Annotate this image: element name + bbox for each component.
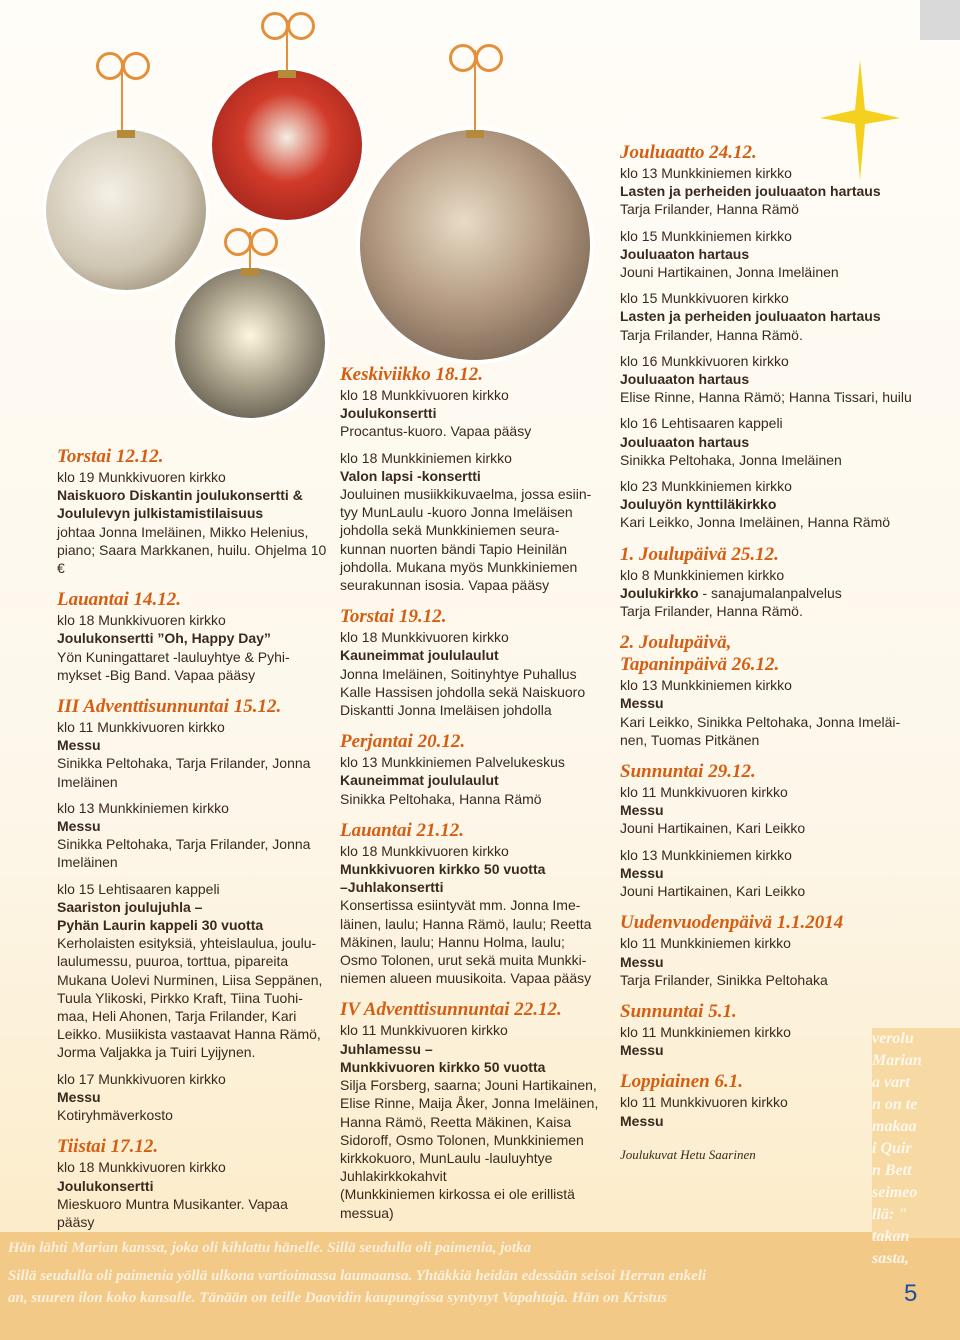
event-title: Jouluaaton hartaus — [620, 245, 750, 262]
event-detail: klo 16 Munkkivuoren kirkko — [620, 352, 789, 369]
event-detail: Jorma Valjakka ja Tuiri Lyijynen. — [57, 1044, 256, 1061]
event-title: Messu — [620, 953, 664, 970]
event-detail: klo 18 Munkkivuoren kirkko — [340, 842, 509, 859]
scripture-line: Hän lähti Marian kanssa, joka oli kihlattu hänelle. Sillä seudulla oli paimenia, jotka — [8, 1240, 532, 1256]
side-watermark-line: takan — [872, 1228, 910, 1245]
event-detail: klo 11 Munkkiniemen kirkko — [620, 935, 791, 952]
date-heading: Loppiainen 6.1. — [620, 1071, 743, 1093]
ribbon-bow-icon — [122, 52, 150, 80]
event-title: Pyhän Laurin kappeli 30 vuotta — [57, 917, 264, 934]
page-corner — [920, 0, 960, 40]
ornament-photo-gift-bag — [212, 70, 362, 220]
side-watermark-line: makaa — [872, 1118, 917, 1135]
side-watermark-line: n on te — [872, 1096, 918, 1113]
side-watermark-line: a vart — [872, 1074, 910, 1091]
date-heading: Lauantai 14.12. — [57, 589, 182, 611]
event-detail: klo 11 Munkkivuoren kirkko — [57, 719, 225, 736]
event-title: Kauneimmat joululaulut — [340, 647, 499, 664]
event-detail: Jouni Hartikainen, Jonna Imeläinen — [620, 264, 839, 281]
event-detail: Kari Leikko, Jonna Imeläinen, Hanna Rämö — [620, 514, 891, 531]
event-title: Jouluaaton hartaus — [620, 371, 750, 388]
event-detail: Silja Forsberg, saarna; Jouni Hartikainen, — [340, 1077, 597, 1094]
event-detail: klo 15 Lehtisaaren kappeli — [57, 880, 220, 897]
ornament-photo-nativity-children — [360, 130, 590, 360]
event-detail: klo 11 Munkkivuoren kirkko — [620, 784, 788, 801]
event-detail: niemen alueen muusikoita. Vapaa pääsy — [340, 970, 592, 987]
side-watermark-line: llä: " — [872, 1206, 908, 1223]
column-left — [57, 446, 327, 1231]
date-heading: Sunnuntai 5.1. — [620, 1000, 737, 1022]
event-title: Messu — [620, 1042, 664, 1059]
event-detail: Kotiryhmäverkosto — [57, 1107, 173, 1124]
event-detail: mykset -Big Band. Vapaa pääsy — [57, 666, 256, 683]
event-detail: Sinikka Peltohaka, Hanna Rämö — [340, 790, 542, 807]
event-detail: piano; Saara Markkanen, huilu. Ohjelma 10 € — [57, 541, 327, 577]
event-detail: Mäkinen, laulu; Hannu Holma, laulu; — [340, 933, 565, 950]
event-title: –Juhlakonsertti — [340, 879, 444, 896]
event-detail: Elise Rinne, Maija Åker, Jonna Imeläinen, — [340, 1095, 599, 1112]
event-detail: johdolla sekä Munkkiniemen seura- — [340, 522, 560, 539]
spacer — [620, 900, 920, 912]
spacer — [57, 1062, 327, 1070]
spacer — [340, 808, 602, 820]
spacer — [340, 594, 602, 606]
event-title: Juhlamessu – — [340, 1040, 433, 1057]
event-detail: klo 18 Munkkivuoren kirkko — [340, 387, 509, 403]
event-title: Messu — [620, 864, 664, 881]
event-detail: nen, Tuomas Pitkänen — [620, 731, 760, 748]
event-title: Saariston joulujuhla – — [57, 898, 203, 915]
spacer — [340, 987, 602, 999]
event-detail: Sinikka Peltohaka, Tarja Frilander, Jonna — [57, 836, 311, 853]
date-heading: Uudenvuodenpäivä 1.1.2014 — [620, 912, 844, 934]
ribbon-bow-icon — [449, 44, 477, 72]
event-detail: (Munkkiniemen kirkossa ei ole erillistä — [340, 1186, 575, 1203]
spacer — [620, 344, 920, 352]
event-detail: Mieskuoro Muntra Musikanter. Vapaa — [57, 1195, 288, 1212]
event-detail: Tarja Frilander, Hanna Rämö — [620, 201, 799, 218]
photo-credit: Joulukuvat Hetu Saarinen — [620, 1146, 756, 1162]
scripture-line: Sillä seudulla oli paimenia yöllä ulkona vartioimassa laumaansa. Yhtäkkiä heidän edessään seisoi Herran enkeli — [8, 1268, 707, 1284]
event-detail: Tuula Ylikoski, Pirkko Kraft, Tiina Tuohi- — [57, 989, 303, 1006]
date-heading: Tiistai 17.12. — [57, 1136, 159, 1158]
event-title: Messu — [620, 695, 664, 712]
side-watermark-line: n Bett — [872, 1162, 912, 1179]
event-title: Lasten ja perheiden jouluaaton hartaus — [620, 308, 881, 325]
side-watermark-line: verolu — [872, 1030, 914, 1047]
spacer — [340, 441, 602, 449]
event-title-suffix: - sanajumalanpalvelus — [698, 584, 842, 601]
date-heading: Torstai 12.12. — [57, 446, 164, 467]
event-detail: klo 15 Munkkiniemen kirkko — [620, 227, 792, 244]
event-detail: Tarja Frilander, Hanna Rämö. — [620, 603, 803, 620]
event-detail: johtaa Jonna Imeläinen, Mikko Helenius, — [57, 523, 309, 540]
column-right — [620, 142, 920, 1164]
event-detail: Leikko. Musiikista vastaavat Hanna Rämö, — [57, 1026, 321, 1043]
side-watermark-line: seimeo — [872, 1184, 918, 1201]
spacer — [57, 684, 327, 696]
event-title — [620, 584, 920, 602]
event-detail: kunnan nuorten bändi Tapio Heinilän — [340, 540, 568, 557]
event-detail: klo 18 Munkkivuoren kirkko — [57, 1159, 226, 1176]
event-title: Lasten ja perheiden jouluaaton hartaus — [620, 183, 881, 200]
event-detail: klo 11 Munkkiniemen kirkko — [620, 1023, 791, 1040]
event-detail: Mukana Uolevi Nurminen, Liisa Seppänen, — [57, 971, 323, 988]
event-detail: Elise Rinne, Hanna Rämö; Hanna Tissari, huilu — [620, 389, 912, 406]
event-title: Valon lapsi -konsertti — [340, 467, 481, 484]
event-title: Munkkivuoren kirkko 50 vuotta — [340, 861, 546, 878]
spacer — [57, 577, 327, 589]
date-heading: Jouluaatto 24.12. — [620, 142, 757, 163]
scripture-line: an, suuren ilon koko kansalle. Tänään on teille Daavidin kaupungissa syntynyt Vapahtaja. Hän on Kristus — [8, 1290, 667, 1306]
ribbon-bow-icon — [287, 12, 315, 40]
event-title: Messu — [620, 1112, 664, 1129]
event-title: Naiskuoro Diskantin joulukonsertti & — [57, 487, 303, 504]
event-detail: Jouni Hartikainen, Kari Leikko — [620, 883, 806, 900]
event-title-bold: Joulukirkko — [620, 584, 699, 601]
spacer — [620, 469, 920, 477]
spacer — [620, 532, 920, 544]
event-title: Joulukonsertti — [57, 1177, 154, 1194]
event-title: Munkkivuoren kirkko 50 vuotta — [340, 1058, 546, 1075]
side-scripture-watermark — [872, 1028, 960, 1267]
event-detail: Diskantti Jonna Imeläisen johdolla — [340, 702, 552, 719]
event-detail: Kari Leikko, Sinikka Peltohaka, Jonna Imeläi- — [620, 713, 901, 730]
event-detail: tyy MunLaulu -kuoro Jonna Imeläisen — [340, 504, 573, 521]
spacer — [620, 749, 920, 761]
ribbon-bow-icon — [96, 52, 124, 80]
date-heading: Keskiviikko 18.12. — [340, 364, 484, 385]
event-title: Messu — [57, 1088, 101, 1105]
spacer — [620, 219, 920, 227]
date-heading: III Adventtisunnuntai 15.12. — [57, 696, 282, 718]
ribbon-bow-icon — [475, 44, 503, 72]
date-heading: Tapaninpäivä 26.12. — [620, 654, 780, 676]
event-title: Joulukonsertti ”Oh, Happy Day” — [57, 630, 271, 647]
event-detail: Konsertissa esiintyvät mm. Jonna Ime- — [340, 897, 581, 914]
event-detail: klo 18 Munkkivuoren kirkko — [340, 629, 509, 646]
page-number: 5 — [904, 1280, 918, 1307]
spacer — [620, 281, 920, 289]
event-detail: klo 17 Munkkivuoren kirkko — [57, 1070, 226, 1087]
event-detail: Procantus-kuoro. Vapaa pääsy — [340, 423, 532, 440]
event-detail: Hanna Rämö, Reetta Mäkinen, Kaisa — [340, 1113, 572, 1130]
event-detail: Tarja Frilander, Hanna Rämö. — [620, 326, 803, 343]
event-detail: Kerholaisten esityksiä, yhteislaulua, joulu- — [57, 935, 317, 952]
event-detail: klo 18 Munkkivuoren kirkko — [57, 612, 226, 629]
spacer — [57, 872, 327, 880]
ribbon-bow-icon — [250, 228, 278, 256]
event-detail: seurakunnan isosia. Vapaa pääsy — [340, 577, 550, 594]
event-detail: pääsy — [57, 1213, 95, 1230]
event-detail: Imeläinen — [57, 773, 118, 790]
event-detail: klo 18 Munkkiniemen kirkko — [340, 449, 512, 466]
event-title: Messu — [57, 737, 101, 754]
ribbon-bow-icon — [261, 12, 289, 40]
date-heading: 2. Joulupäivä, — [620, 632, 732, 654]
date-heading: IV Adventtisunnuntai 22.12. — [340, 999, 562, 1021]
event-detail: klo 23 Munkkiniemen kirkko — [620, 478, 792, 495]
event-detail: klo 15 Munkkivuoren kirkko — [620, 290, 789, 307]
event-detail: Jouluinen musiikkikuvaelma, jossa esiin- — [340, 486, 592, 503]
event-detail: messua) — [340, 1204, 394, 1221]
event-detail: Sinikka Peltohaka, Jonna Imeläinen — [620, 451, 842, 468]
ribbon-bow-icon — [224, 228, 252, 256]
event-detail: klo 16 Lehtisaaren kappeli — [620, 415, 783, 432]
side-watermark-line: sasta, — [872, 1250, 909, 1267]
event-detail: Osmo Tolonen, urut sekä muita Munkki- — [340, 952, 587, 969]
event-title: Messu — [57, 818, 101, 835]
event-detail: Juhlakirkkokahvit — [340, 1168, 447, 1185]
event-detail: klo 13 Munkkiniemen Palvelukeskus — [340, 754, 565, 771]
event-detail: klo 11 Munkkivuoren kirkko — [340, 1022, 508, 1039]
spacer — [620, 620, 920, 632]
date-heading: Sunnuntai 29.12. — [620, 761, 756, 783]
event-detail: maa, Heli Ahonen, Tarja Frilander, Kari — [57, 1008, 297, 1025]
event-title: Joulukonsertti — [340, 405, 437, 422]
date-heading: Perjantai 20.12. — [340, 731, 466, 753]
event-title: Kauneimmat joululaulut — [340, 772, 499, 789]
event-detail: Tarja Frilander, Sinikka Peltohaka — [620, 971, 828, 988]
spacer — [620, 406, 920, 414]
side-watermark-line: i Quir — [872, 1140, 912, 1157]
event-detail: läinen, laulu; Hanna Rämö, laulu; Reetta — [340, 915, 592, 932]
event-detail: klo 13 Munkkiniemen kirkko — [57, 799, 229, 816]
spacer — [340, 719, 602, 731]
date-heading: 1. Joulupäivä 25.12. — [620, 543, 779, 565]
event-detail: klo 13 Munkkiniemen kirkko — [620, 165, 792, 181]
spacer — [57, 1124, 327, 1136]
event-detail: kirkkokuoro, MunLaulu -lauluyhtye — [340, 1149, 553, 1166]
event-detail: Jouni Hartikainen, Kari Leikko — [620, 820, 806, 837]
spacer — [57, 791, 327, 799]
event-detail: Imeläinen — [57, 854, 118, 871]
event-title: Joululevyn julkistamistilaisuus — [57, 505, 264, 522]
event-detail: klo 19 Munkkivuoren kirkko — [57, 469, 226, 485]
date-heading: Torstai 19.12. — [340, 606, 447, 628]
event-detail: Jonna Imeläinen, Soitinyhtye Puhallus — [340, 665, 577, 682]
scripture-band — [0, 1232, 960, 1340]
event-detail: johdolla. Mukana myös Munkkiniemen — [340, 558, 578, 575]
spacer — [620, 838, 920, 846]
spacer — [620, 989, 920, 1001]
side-watermark-line: Marian — [872, 1052, 922, 1069]
event-title: Jouluyön kynttiläkirkko — [620, 496, 777, 513]
event-detail: Sidoroff, Osmo Tolonen, Munkkiniemen — [340, 1131, 584, 1148]
ornament-photo-brochure — [46, 130, 206, 290]
column-middle — [340, 364, 602, 1222]
event-detail: klo 8 Munkkiniemen kirkko — [620, 566, 785, 583]
event-detail: Yön Kuningattaret -lauluyhtye & Pyhi- — [57, 648, 290, 665]
event-detail: Kalle Hassisen johdolla sekä Naiskuoro — [340, 683, 586, 700]
event-title: Messu — [620, 802, 664, 819]
event-detail: klo 13 Munkkiniemen kirkko — [620, 846, 792, 863]
ornament-photo-ice-lantern — [175, 268, 325, 418]
event-detail: klo 11 Munkkivuoren kirkko — [620, 1094, 788, 1111]
event-detail: laulumessu, puuroa, torttua, pipareita — [57, 953, 289, 970]
date-heading: Lauantai 21.12. — [340, 819, 465, 841]
event-detail: klo 13 Munkkiniemen kirkko — [620, 677, 792, 694]
event-detail: Sinikka Peltohaka, Tarja Frilander, Jonna — [57, 755, 311, 772]
event-title: Jouluaaton hartaus — [620, 433, 750, 450]
